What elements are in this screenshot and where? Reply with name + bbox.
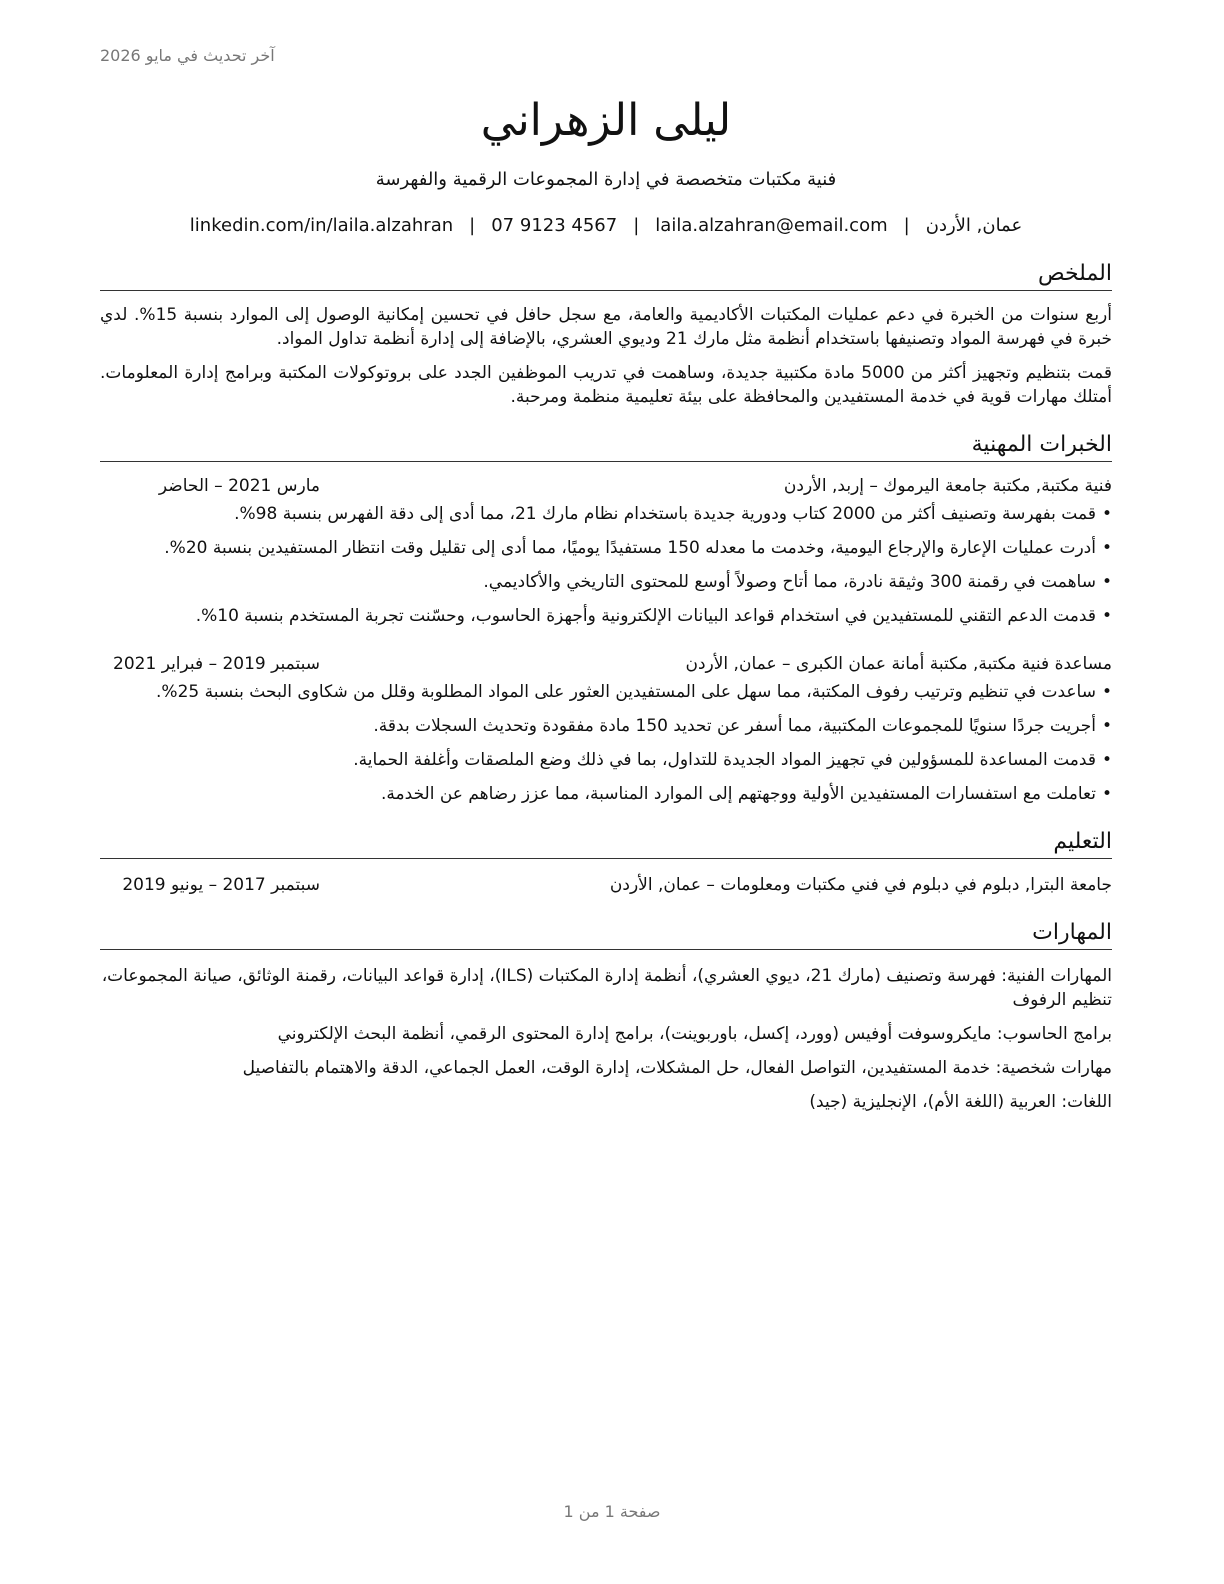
job-bullet (100, 570, 1112, 594)
job-header (100, 652, 1112, 676)
bullet-icon: • (1101, 750, 1112, 770)
bullet-icon: • (1101, 538, 1112, 558)
page-number: صفحة 1 من 1 (563, 1502, 661, 1521)
bullet-text: أجريت جردًا سنويًا للمجموعات المكتبية، مما أسفر عن تحديد 150 مادة مفقودة وتحديث السجلات بدقة. (373, 716, 1096, 736)
bullet-icon: • (1101, 784, 1112, 804)
bullet-icon: • (1101, 682, 1112, 702)
last-updated-note: آخر تحديث في مايو 2026 (100, 46, 275, 65)
contact-separator: | (469, 215, 476, 236)
resume-page (100, 92, 1112, 1114)
job-role: مساعدة فنية مكتبة, مكتبة أمانة عمان الكبرى – عمان, الأردن (685, 654, 1112, 674)
job-bullets (100, 680, 1112, 806)
job-bullet (100, 502, 1112, 526)
bullet-icon: • (1101, 504, 1112, 524)
bullet-text: ساهمت في رقمنة 300 وثيقة نادرة، مما أتاح وصولاً أوسع للمحتوى التاريخي والأكاديمي. (483, 572, 1096, 592)
summary-paragraph: قمت بتنظيم وتجهيز أكثر من 5000 مادة مكتبية جديدة، وساهمت في تدريب الموظفين الجدد على بروتوكولات المكتبة وبرامج إدارة المعلومات. أمتلك مهارات قوية في خدمة المستفيدين والمحافظة على بيئة تعليمية منظمة ومرحبة. (100, 363, 1112, 407)
contact-phone[interactable]: 07 9123 4567 (491, 215, 618, 236)
skills-line: برامج الحاسوب: مايكروسوفت أوفيس (وورد، إكسل، باوربوينت)، برامج إدارة المحتوى الرقمي، أنظمة البحث الإلكتروني (277, 1024, 1112, 1044)
contact-separator: | (633, 215, 640, 236)
job-bullet (100, 536, 1112, 560)
skills-line: المهارات الفنية: فهرسة وتصنيف (مارك 21، ديوي العشري)، أنظمة إدارة المكتبات (ILS)، إدارة قواعد البيانات، رقمنة الوثائق، صيانة المجموعات، تنظيم الرفوف (101, 966, 1112, 1010)
job-header (100, 474, 1112, 498)
job-bullet (100, 680, 1112, 704)
contact-location: عمان, الأردن (925, 215, 1023, 236)
job-entry (100, 652, 1112, 806)
summary-paragraph: أربع سنوات من الخبرة في دعم عمليات المكتبات الأكاديمية والعامة، مع سجل حافل في تحسين إمكانية الوصول إلى الموارد بنسبة 15%. لدي خبرة في فهرسة المواد وتصنيفها باستخدام أنظمة مثل مارك 21 وديوي العشري، بالإضافة إلى إدارة أنظمة تداول المواد. (100, 305, 1112, 349)
education-entry (100, 873, 1112, 897)
contact-linkedin[interactable]: linkedin.com/in/laila.alzahran (189, 215, 454, 236)
section-heading-skills: المهارات (100, 919, 1112, 950)
bullet-icon: • (1101, 606, 1112, 626)
section-heading-summary: الملخص (100, 260, 1112, 291)
job-bullet (100, 782, 1112, 806)
education-dates: سبتمبر 2017 – يونيو 2019 (122, 875, 320, 895)
job-entry (100, 474, 1112, 628)
bullet-icon: • (1101, 572, 1112, 592)
candidate-name: ليلى الزهراني (480, 95, 732, 146)
bullet-text: قدمت المساعدة للمسؤولين في تجهيز المواد الجديدة للتداول، بما في ذلك وضع الملصقات وأغلفة الحماية. (353, 750, 1096, 770)
job-dates: مارس 2021 – الحاضر (158, 476, 320, 496)
job-dates: سبتمبر 2019 – فبراير 2021 (113, 654, 320, 674)
education-institution: جامعة البترا, دبلوم في دبلوم في فني مكتبات ومعلومات – عمان, الأردن (609, 875, 1112, 895)
bullet-text: ساعدت في تنظيم وترتيب رفوف المكتبة، مما سهل على المستفيدين العثور على المواد المطلوبة وقلل من شكاوى البحث بنسبة 25%. (156, 682, 1096, 702)
job-bullet (100, 714, 1112, 738)
bullet-text: قدمت الدعم التقني للمستفيدين في استخدام قواعد البيانات الإلكترونية وأجهزة الحاسوب، وحسّنت تجربة المستخدم بنسبة 10%. (195, 606, 1096, 626)
contact-line (100, 214, 1112, 238)
bullet-text: تعاملت مع استفسارات المستفيدين الأولية ووجهتهم إلى الموارد المناسبة، مما عزز رضاهم عن الخدمة. (381, 784, 1096, 804)
bullet-text: أدرت عمليات الإعارة والإرجاع اليومية، وخدمت ما معدله 150 مستفيدًا يوميًا، مما أدى إلى تقليل وقت انتظار المستفيدين بنسبة 20%. (164, 538, 1096, 558)
job-bullet (100, 604, 1112, 628)
candidate-title: فنية مكتبات متخصصة في إدارة المجموعات الرقمية والفهرسة (375, 169, 837, 190)
job-bullet (100, 748, 1112, 772)
section-heading-education: التعليم (100, 828, 1112, 859)
skills-line: مهارات شخصية: خدمة المستفيدين، التواصل الفعال، حل المشكلات، إدارة الوقت، العمل الجماعي، الدقة والاهتمام بالتفاصيل (242, 1058, 1112, 1078)
contact-separator: | (903, 215, 910, 236)
bullet-icon: • (1101, 716, 1112, 736)
section-heading-experience: الخبرات المهنية (100, 431, 1112, 462)
contact-email[interactable]: laila.alzahran@email.com (655, 215, 888, 236)
bullet-text: قمت بفهرسة وتصنيف أكثر من 2000 كتاب ودورية جديدة باستخدام نظام مارك 21، مما أدى إلى دقة الفهرس بنسبة 98%. (234, 504, 1096, 524)
skills-list (100, 964, 1112, 1114)
job-role: فنية مكتبة, مكتبة جامعة اليرموك – إربد, الأردن (783, 476, 1112, 496)
job-bullets (100, 502, 1112, 628)
skills-line: اللغات: العربية (اللغة الأم)، الإنجليزية (جيد) (809, 1092, 1112, 1112)
